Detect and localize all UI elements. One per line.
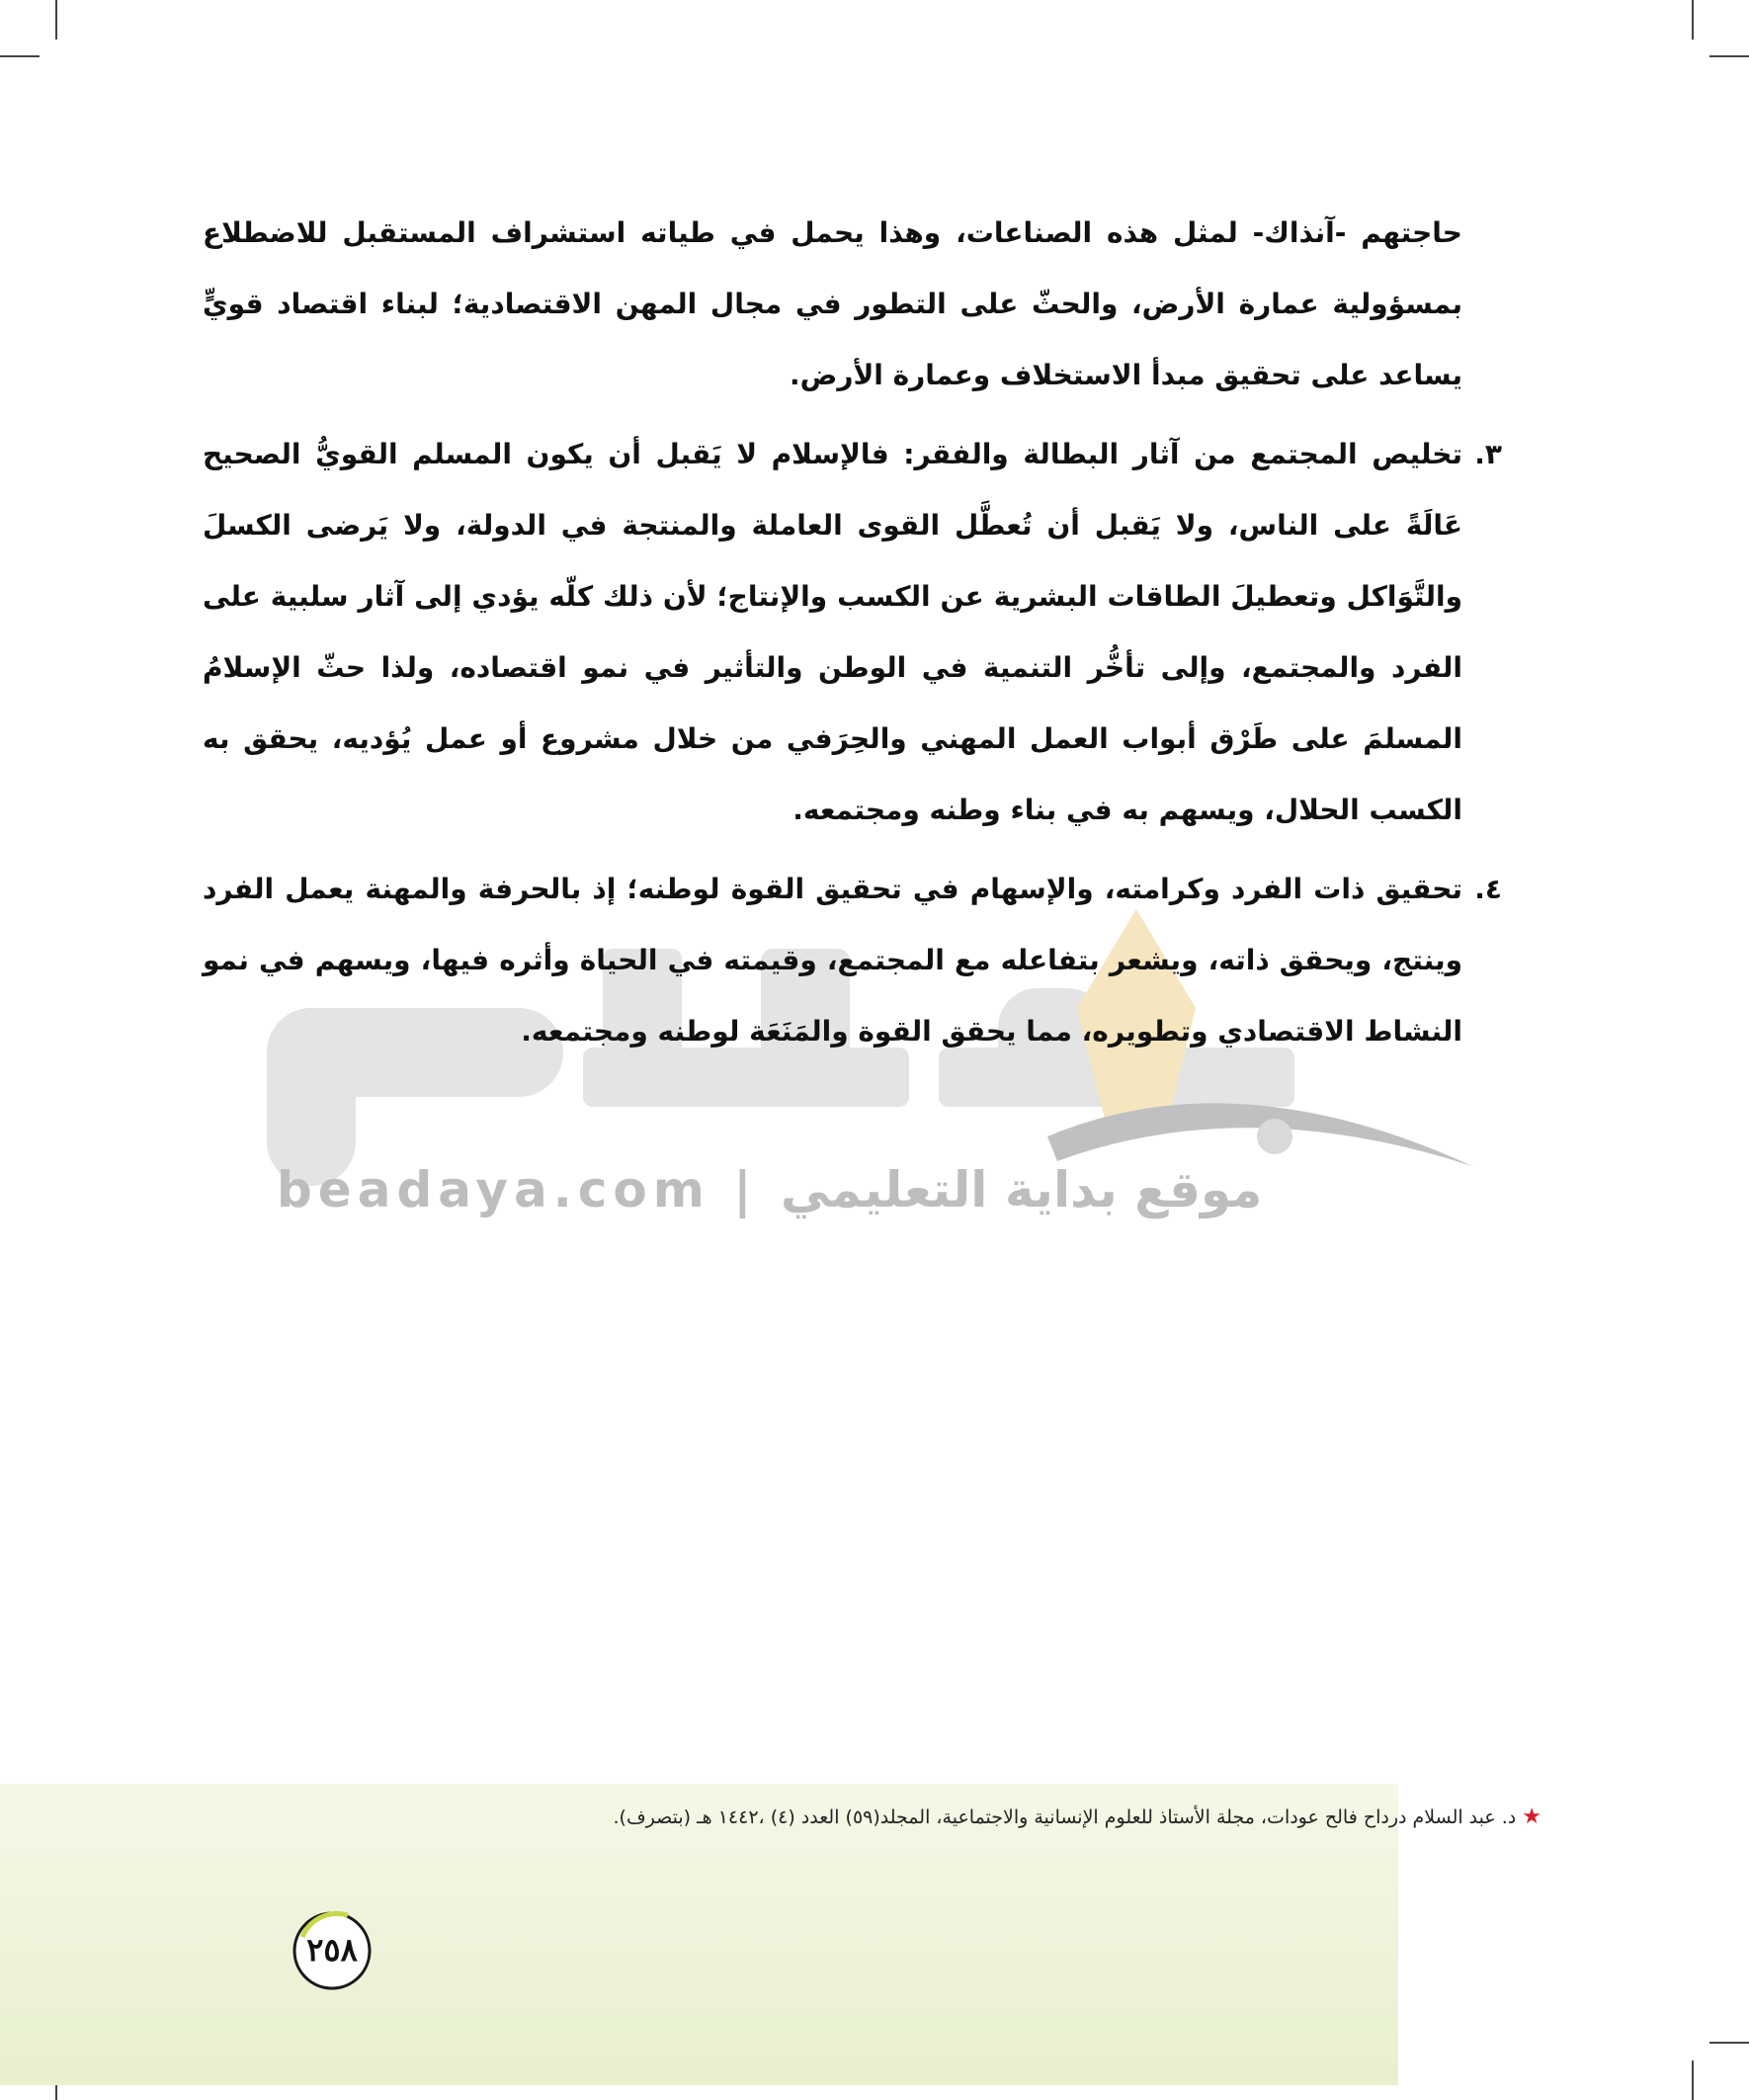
star-icon: ★ [1522, 1805, 1541, 1829]
watermark-site: beadaya.com [277, 1161, 710, 1218]
crop-mark [55, 0, 57, 40]
list-item-3 [203, 419, 1502, 846]
crop-mark [0, 55, 40, 57]
list-item-number: ٤. [1474, 873, 1502, 905]
crop-mark [1709, 2042, 1749, 2044]
list-item-number: ٣. [1474, 438, 1502, 470]
main-content [203, 198, 1502, 1067]
crop-mark [1692, 0, 1694, 40]
footnote [455, 1805, 1541, 1829]
watermark-tagline: موقع بداية التعليمي [780, 1161, 1263, 1218]
watermark-separator: | [733, 1161, 758, 1218]
crop-mark [1709, 55, 1749, 57]
crop-mark [1692, 2060, 1694, 2100]
footnote-text: د. عبد السلام درداح فالح عودات، مجلة الأستاذ للعلوم الإنسانية والاجتماعية، المجلد(٥٩) العدد (٤) ،١٤٤٢ هـ (بتصرف). [613, 1806, 1517, 1828]
watermark-caption [277, 1161, 1262, 1218]
page-number: ٢٥٨ [306, 1931, 358, 1969]
list-item-text: تخليص المجتمع من آثار البطالة والفقر: فالإسلام لا يَقبل أن يكون المسلم القويُّ الصحيح عَالَةً على الناس، ولا يَقبل أن تُعطَّل القوى العاملة والمنتجة في الدولة، ولا يَرضى الكسلَ والتَّوَاكل وتعطيلَ الطاقات البشرية عن الكسب والإنتاج؛ لأن ذلك كلّه يؤدي إلى آثار سلبية على الفرد والمجتمع، وإلى تأخُّر التنمية في الوطن والتأثير في نمو اقتصاده، ولذا حثّ الإسلامُ المسلمَ على طَرْق أبواب العمل المهني والحِرَفي من خلال مشروع أو عمل يُؤديه، يحقق به الكسب الحلال، ويسهم به في بناء وطنه ومجتمعه. [203, 438, 1462, 826]
logo-dot [1257, 1119, 1292, 1154]
list-item-4 [203, 854, 1502, 1067]
list-item-text: تحقيق ذات الفرد وكرامته، والإسهام في تحقيق القوة لوطنه؛ إذ بالحرفة والمهنة يعمل الفرد وينتج، ويحقق ذاته، ويشعر بتفاعله مع المجتمع، وقيمته في الحياة وأثره فيها، ويسهم في نمو النشاط الاقتصادي وتطويره، مما يحقق القوة والمَنَعَة لوطنه ومجتمعه. [203, 873, 1462, 1048]
paragraph-continuation: حاجتهم -آنذاك- لمثل هذه الصناعات، وهذا يحمل في طياته استشراف المستقبل للاضطلاع بمسؤولية عمارة الأرض، والحثّ على التطور في مجال المهن الاقتصادية؛ لبناء اقتصاد قويٍّ يساعد على تحقيق مبدأ الاستخلاف وعمارة الأرض. [203, 216, 1462, 391]
